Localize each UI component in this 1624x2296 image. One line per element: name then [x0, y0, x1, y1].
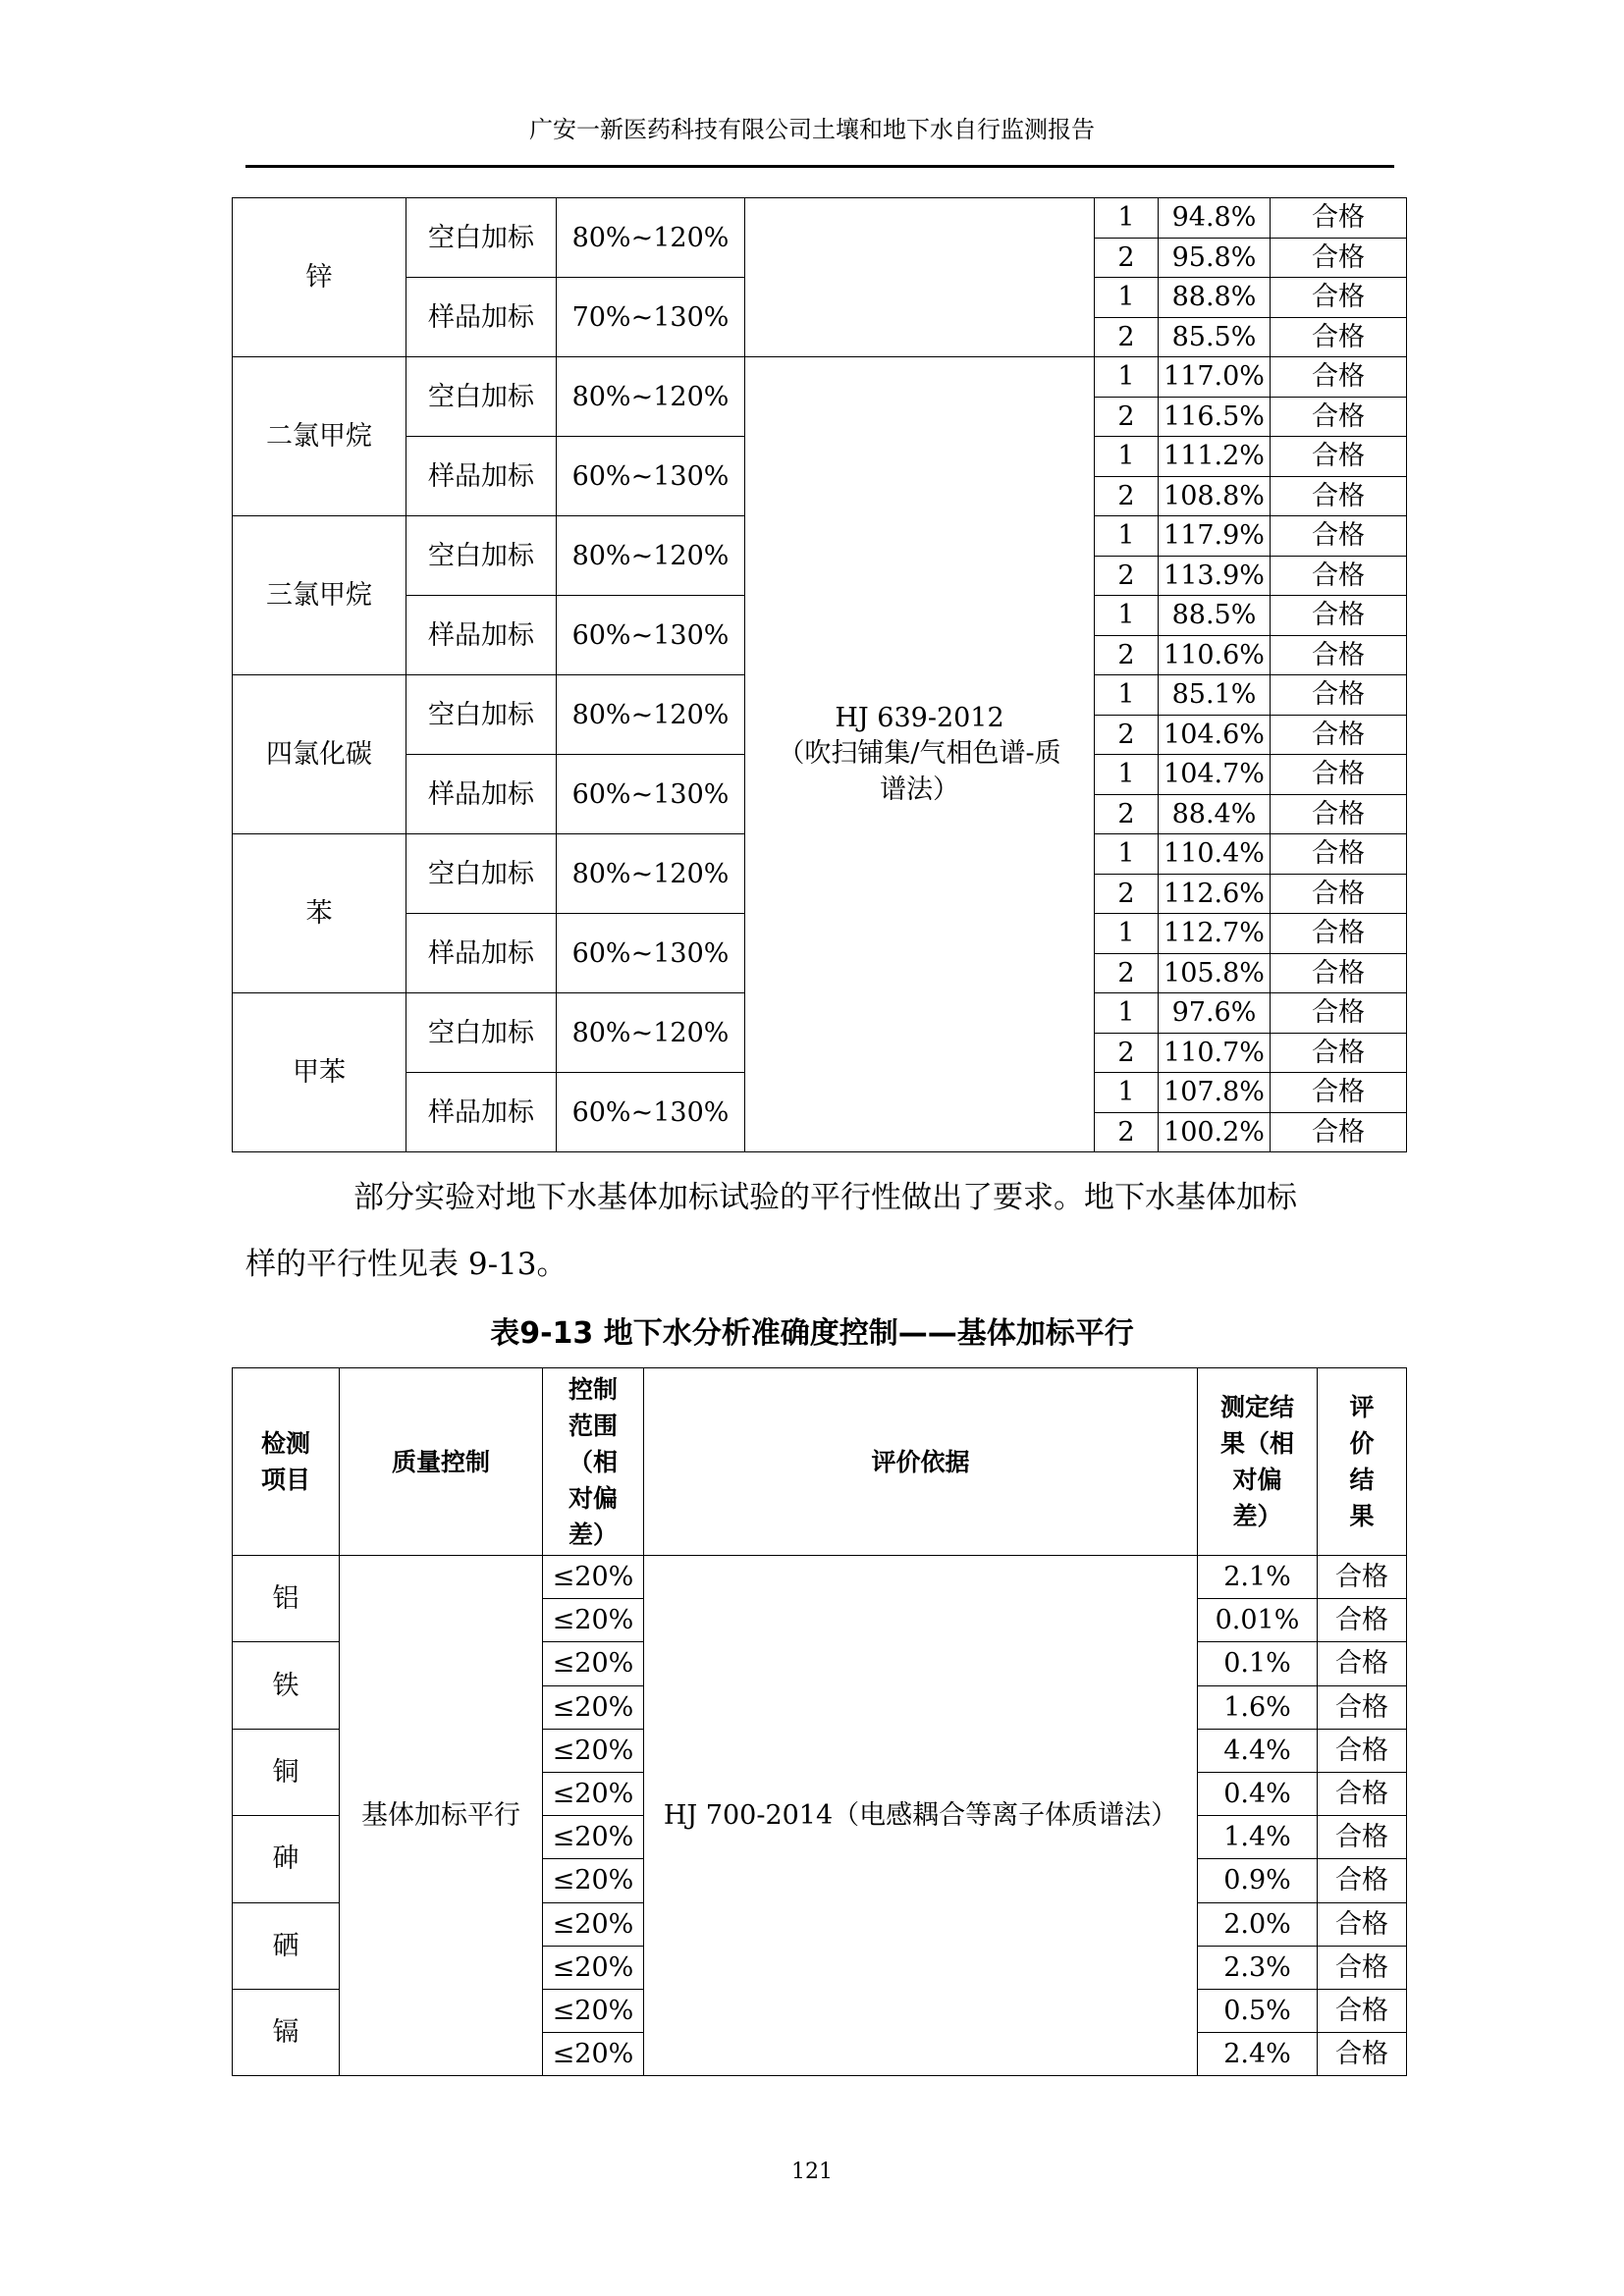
- result-cell: 2.0%: [1198, 1902, 1318, 1946]
- result-cell: 1.6%: [1198, 1685, 1318, 1729]
- method-cell-empty: [745, 198, 1095, 357]
- range-cell: ≤20%: [543, 1859, 644, 1902]
- recovery-cell: 112.6%: [1159, 874, 1271, 914]
- recovery-cell: 104.7%: [1159, 755, 1271, 795]
- table-row: [233, 357, 1407, 398]
- paragraph-line-2: 样的平行性见表 9-13。: [245, 1247, 568, 1282]
- evaluation-cell: 合格: [1318, 1599, 1407, 1642]
- recovery-cell: 112.7%: [1159, 914, 1271, 954]
- recovery-cell: 110.7%: [1159, 1033, 1271, 1073]
- range-cell: ≤20%: [543, 1772, 644, 1815]
- spike-recovery-table-body: [233, 198, 1407, 1152]
- evaluation-cell: 合格: [1271, 953, 1407, 993]
- replicate-cell: 1: [1095, 516, 1159, 557]
- recovery-cell: 116.5%: [1159, 397, 1271, 437]
- evaluation-cell: 合格: [1271, 675, 1407, 716]
- method-line: HJ 639-2012: [835, 702, 1004, 733]
- range-cell: 80%~120%: [557, 198, 745, 278]
- page-header: 广安一新医药科技有限公司土壤和地下水自行监测报告: [529, 116, 1095, 143]
- qc-cell: 样品加标: [406, 1073, 557, 1152]
- result-cell: 2.1%: [1198, 1556, 1318, 1599]
- evaluation-cell: 合格: [1318, 1902, 1407, 1946]
- header-eval-line: 评: [1349, 1393, 1375, 1421]
- method-line: （吹扫铺集/气相色谱-质: [778, 738, 1061, 770]
- recovery-cell: 85.1%: [1159, 675, 1271, 716]
- recovery-cell: 85.5%: [1159, 317, 1271, 357]
- evaluation-cell: 合格: [1271, 198, 1407, 239]
- evaluation-cell: 合格: [1318, 1642, 1407, 1685]
- qc-cell: 基体加标平行: [340, 1556, 543, 2076]
- evaluation-cell: 合格: [1271, 596, 1407, 636]
- recovery-cell: 110.4%: [1159, 834, 1271, 875]
- header-range-line: 控制: [568, 1374, 618, 1404]
- result-cell: 0.01%: [1198, 1599, 1318, 1642]
- evaluation-cell: 合格: [1271, 914, 1407, 954]
- item-cell: 锌: [233, 198, 406, 357]
- replicate-cell: 2: [1095, 874, 1159, 914]
- table-caption: 表9-13 地下水分析准确度控制——基体加标平行: [490, 1316, 1134, 1351]
- header-result: [1198, 1368, 1318, 1556]
- method-line: 谱法）: [880, 774, 959, 805]
- header-range: [543, 1368, 644, 1556]
- replicate-cell: 1: [1095, 675, 1159, 716]
- recovery-cell: 88.8%: [1159, 278, 1271, 318]
- result-cell: 0.4%: [1198, 1772, 1318, 1815]
- evaluation-cell: 合格: [1318, 1556, 1407, 1599]
- result-cell: 1.4%: [1198, 1816, 1318, 1859]
- replicate-cell: 2: [1095, 238, 1159, 278]
- replicate-cell: 2: [1095, 1112, 1159, 1152]
- evaluation-cell: 合格: [1318, 1989, 1407, 2032]
- result-cell: 0.9%: [1198, 1859, 1318, 1902]
- table-header-row: [233, 1368, 1407, 1556]
- header-item-line: 项目: [260, 1466, 310, 1494]
- range-cell: ≤20%: [543, 1989, 644, 2032]
- replicate-cell: 1: [1095, 198, 1159, 239]
- matrix-spike-parallel-table: [232, 1367, 1407, 2076]
- replicate-cell: 1: [1095, 437, 1159, 477]
- basis-cell: HJ 700-2014（电感耦合等离子体质谱法）: [644, 1556, 1198, 2076]
- header-range-line: （相: [568, 1447, 618, 1476]
- qc-cell: 空白加标: [406, 198, 557, 278]
- replicate-cell: 2: [1095, 953, 1159, 993]
- recovery-cell: 104.6%: [1159, 715, 1271, 755]
- replicate-cell: 1: [1095, 914, 1159, 954]
- replicate-cell: 2: [1095, 317, 1159, 357]
- replicate-cell: 1: [1095, 278, 1159, 318]
- evaluation-cell: 合格: [1318, 1772, 1407, 1815]
- header-eval-line: 价: [1349, 1429, 1375, 1458]
- replicate-cell: 2: [1095, 1033, 1159, 1073]
- qc-cell: 空白加标: [406, 516, 557, 596]
- range-cell: 60%~130%: [557, 596, 745, 675]
- result-cell: 0.5%: [1198, 1989, 1318, 2032]
- recovery-cell: 107.8%: [1159, 1073, 1271, 1113]
- range-cell: 80%~120%: [557, 834, 745, 914]
- spike-recovery-table: [232, 197, 1407, 1152]
- replicate-cell: 1: [1095, 357, 1159, 398]
- range-cell: 80%~120%: [557, 516, 745, 596]
- item-cell: 砷: [233, 1816, 340, 1902]
- item-cell: 二氯甲烷: [233, 357, 406, 516]
- header-eval-line: 结: [1349, 1466, 1375, 1494]
- recovery-cell: 100.2%: [1159, 1112, 1271, 1152]
- header-qc: 质量控制: [340, 1368, 543, 1556]
- item-cell: 铜: [233, 1729, 340, 1815]
- replicate-cell: 1: [1095, 1073, 1159, 1113]
- evaluation-cell: 合格: [1318, 1816, 1407, 1859]
- result-cell: 2.4%: [1198, 2033, 1318, 2076]
- recovery-cell: 105.8%: [1159, 953, 1271, 993]
- range-cell: 60%~130%: [557, 1073, 745, 1152]
- recovery-cell: 94.8%: [1159, 198, 1271, 239]
- replicate-cell: 1: [1095, 596, 1159, 636]
- range-cell: ≤20%: [543, 1946, 644, 1989]
- range-cell: 60%~130%: [557, 437, 745, 516]
- evaluation-cell: 合格: [1318, 1685, 1407, 1729]
- qc-cell: 空白加标: [406, 834, 557, 914]
- evaluation-cell: 合格: [1318, 1946, 1407, 1989]
- header-range-line: 对偏: [568, 1483, 618, 1513]
- header-item: [233, 1368, 340, 1556]
- item-cell: 四氯化碳: [233, 675, 406, 834]
- result-cell: 4.4%: [1198, 1729, 1318, 1772]
- replicate-cell: 2: [1095, 556, 1159, 596]
- qc-cell: 样品加标: [406, 437, 557, 516]
- evaluation-cell: 合格: [1271, 556, 1407, 596]
- item-cell: 甲苯: [233, 993, 406, 1152]
- qc-cell: 样品加标: [406, 596, 557, 675]
- item-cell: 铁: [233, 1642, 340, 1729]
- item-cell: 硒: [233, 1902, 340, 1989]
- header-item-line: 检测: [260, 1429, 310, 1458]
- result-cell: 2.3%: [1198, 1946, 1318, 1989]
- range-cell: ≤20%: [543, 1685, 644, 1729]
- range-cell: 70%~130%: [557, 278, 745, 357]
- evaluation-cell: 合格: [1271, 834, 1407, 875]
- recovery-cell: 117.0%: [1159, 357, 1271, 398]
- range-cell: ≤20%: [543, 1729, 644, 1772]
- replicate-cell: 1: [1095, 755, 1159, 795]
- range-cell: ≤20%: [543, 1902, 644, 1946]
- result-cell: 0.1%: [1198, 1642, 1318, 1685]
- item-cell: 镉: [233, 1989, 340, 2075]
- evaluation-cell: 合格: [1318, 2033, 1407, 2076]
- qc-cell: 空白加标: [406, 675, 557, 755]
- recovery-cell: 117.9%: [1159, 516, 1271, 557]
- evaluation-cell: 合格: [1271, 317, 1407, 357]
- header-result-line: 差）: [1232, 1502, 1282, 1530]
- evaluation-cell: 合格: [1271, 635, 1407, 675]
- replicate-cell: 2: [1095, 397, 1159, 437]
- evaluation-cell: 合格: [1271, 1073, 1407, 1113]
- header-result-line: 对偏: [1232, 1466, 1282, 1494]
- method-cell: [745, 357, 1095, 1152]
- recovery-cell: 88.5%: [1159, 596, 1271, 636]
- range-cell: 80%~120%: [557, 675, 745, 755]
- evaluation-cell: 合格: [1271, 397, 1407, 437]
- header-eval-line: 果: [1349, 1502, 1375, 1530]
- evaluation-cell: 合格: [1271, 874, 1407, 914]
- qc-cell: 空白加标: [406, 993, 557, 1073]
- recovery-cell: 108.8%: [1159, 476, 1271, 516]
- item-cell: 苯: [233, 834, 406, 993]
- evaluation-cell: 合格: [1271, 1112, 1407, 1152]
- header-eval: [1318, 1368, 1407, 1556]
- recovery-cell: 95.8%: [1159, 238, 1271, 278]
- range-cell: ≤20%: [543, 1599, 644, 1642]
- table-row: [233, 1556, 1407, 1599]
- qc-cell: 样品加标: [406, 755, 557, 834]
- evaluation-cell: 合格: [1271, 794, 1407, 834]
- qc-cell: 样品加标: [406, 914, 557, 993]
- range-cell: ≤20%: [543, 1816, 644, 1859]
- evaluation-cell: 合格: [1271, 993, 1407, 1034]
- range-cell: ≤20%: [543, 1556, 644, 1599]
- evaluation-cell: 合格: [1271, 1033, 1407, 1073]
- recovery-cell: 110.6%: [1159, 635, 1271, 675]
- qc-cell: 样品加标: [406, 278, 557, 357]
- evaluation-cell: 合格: [1271, 476, 1407, 516]
- qc-cell: 空白加标: [406, 357, 557, 437]
- replicate-cell: 2: [1095, 476, 1159, 516]
- evaluation-cell: 合格: [1271, 755, 1407, 795]
- range-cell: ≤20%: [543, 2033, 644, 2076]
- header-basis: 评价依据: [644, 1368, 1198, 1556]
- header-range-line: 范围: [568, 1411, 618, 1440]
- replicate-cell: 1: [1095, 993, 1159, 1034]
- replicate-cell: 2: [1095, 635, 1159, 675]
- item-cell: 铝: [233, 1556, 340, 1642]
- recovery-cell: 88.4%: [1159, 794, 1271, 834]
- page-number: 121: [791, 2160, 833, 2184]
- evaluation-cell: 合格: [1271, 238, 1407, 278]
- range-cell: 60%~130%: [557, 755, 745, 834]
- range-cell: 60%~130%: [557, 914, 745, 993]
- recovery-cell: 97.6%: [1159, 993, 1271, 1034]
- range-cell: 80%~120%: [557, 357, 745, 437]
- header-range-line: 差）: [568, 1520, 618, 1549]
- range-cell: 80%~120%: [557, 993, 745, 1073]
- matrix-spike-parallel-table-body: [233, 1556, 1407, 2076]
- evaluation-cell: 合格: [1318, 1859, 1407, 1902]
- header-result-line: 果（相: [1219, 1429, 1294, 1458]
- header-rule: [245, 165, 1394, 168]
- evaluation-cell: 合格: [1271, 437, 1407, 477]
- evaluation-cell: 合格: [1271, 278, 1407, 318]
- recovery-cell: 113.9%: [1159, 556, 1271, 596]
- replicate-cell: 1: [1095, 834, 1159, 875]
- replicate-cell: 2: [1095, 715, 1159, 755]
- table-row: [233, 198, 1407, 239]
- item-cell: 三氯甲烷: [233, 516, 406, 675]
- evaluation-cell: 合格: [1271, 357, 1407, 398]
- range-cell: ≤20%: [543, 1642, 644, 1685]
- replicate-cell: 2: [1095, 794, 1159, 834]
- evaluation-cell: 合格: [1318, 1729, 1407, 1772]
- evaluation-cell: 合格: [1271, 715, 1407, 755]
- recovery-cell: 111.2%: [1159, 437, 1271, 477]
- header-result-line: 测定结: [1219, 1393, 1294, 1421]
- evaluation-cell: 合格: [1271, 516, 1407, 557]
- paragraph-line-1: 部分实验对地下水基体加标试验的平行性做出了要求。地下水基体加标: [353, 1180, 1297, 1215]
